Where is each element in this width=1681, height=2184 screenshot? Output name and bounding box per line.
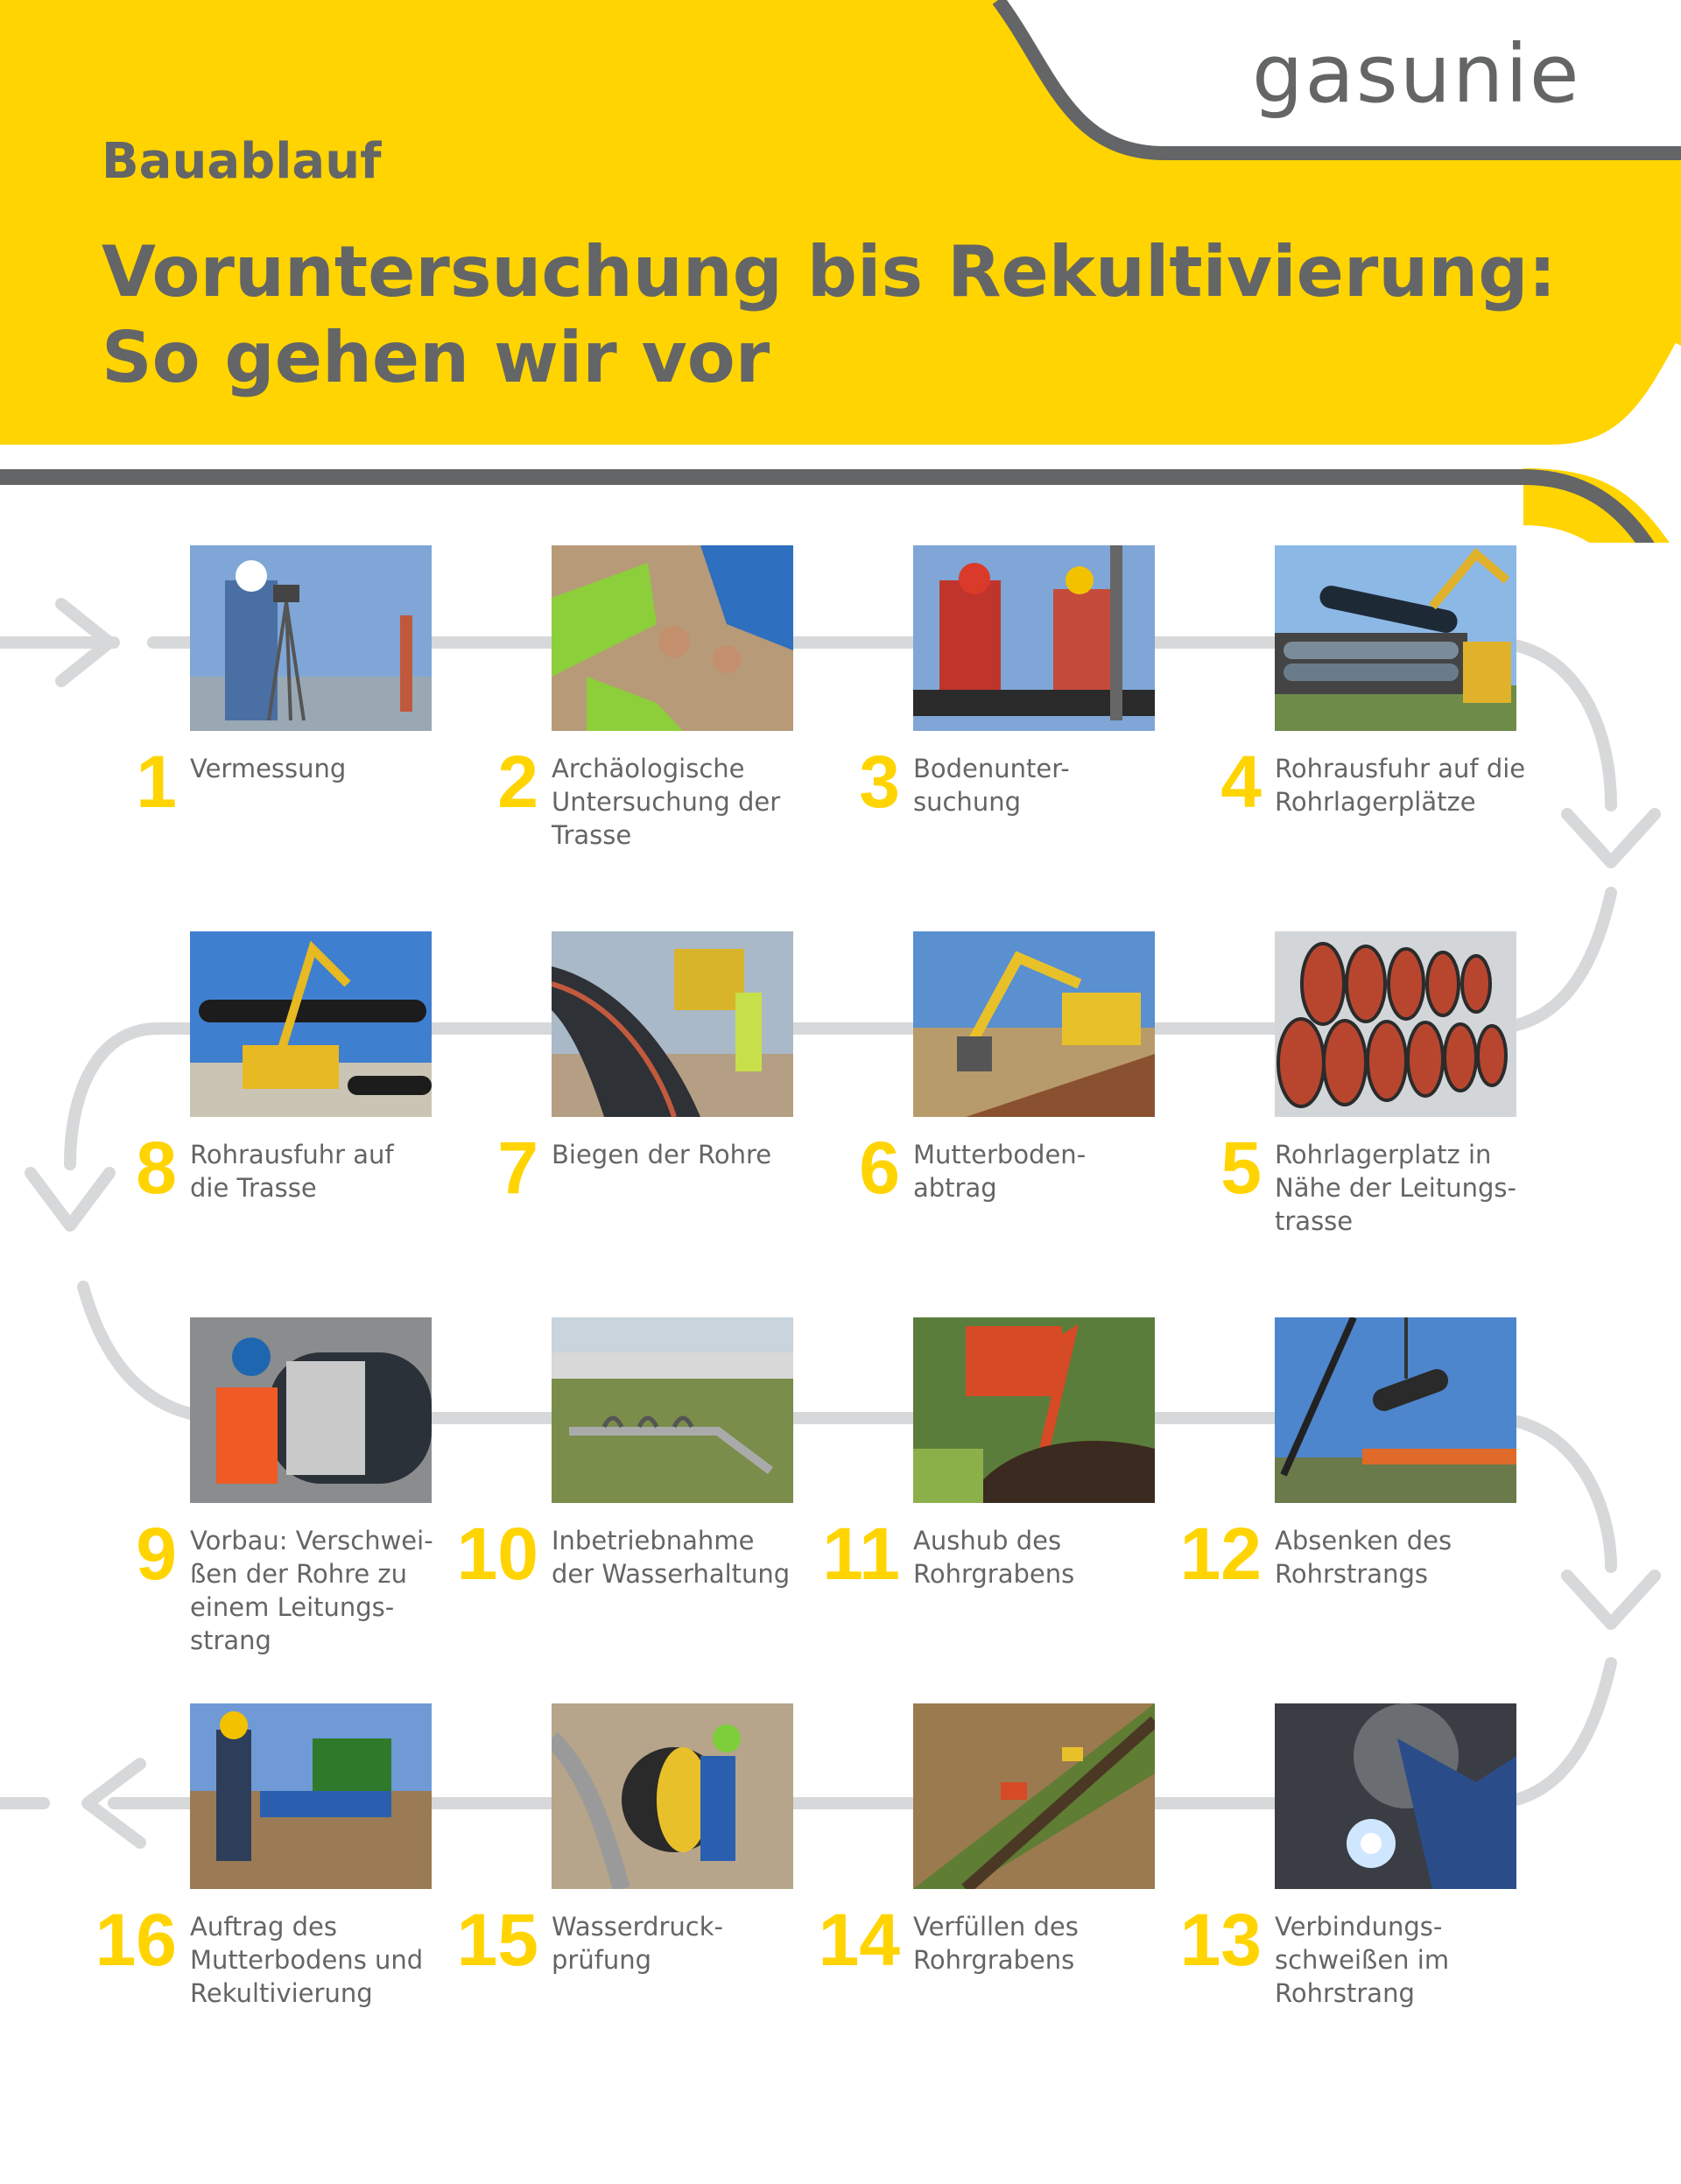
step-label: Biegen der Rohre — [552, 1140, 772, 1169]
photo-vorbau — [190, 1317, 432, 1503]
page-title — [102, 229, 1590, 401]
photo-verbindungsschweissen — [1275, 1703, 1516, 1889]
step-label: Aushub des Rohrgrabens — [913, 1526, 1075, 1589]
step-label: Rohrlagerplatz in Nähe der Leitungs- trasse — [1275, 1140, 1516, 1236]
step-number: 3 — [859, 741, 900, 823]
step-number: 16 — [95, 1899, 177, 1981]
step-label: Vorbau: Verschwei- ßen der Rohre zu einem Leitungs- strang — [190, 1526, 433, 1655]
photo-bodenuntersuchung — [913, 545, 1155, 731]
step-label: Absenken des Rohrstrangs — [1275, 1526, 1452, 1589]
page-title-line-1: Voruntersuchung bis Rekultivierung: — [102, 231, 1557, 313]
step-number: 10 — [456, 1513, 538, 1595]
step-number: 15 — [456, 1899, 538, 1981]
photo-wasserhaltung — [552, 1317, 793, 1503]
step-number: 12 — [1179, 1513, 1262, 1595]
step-number: 13 — [1179, 1899, 1262, 1981]
gasunie-logo: gasunie — [1252, 27, 1581, 121]
photo-rekultivierung — [190, 1703, 432, 1889]
photo-aushub — [913, 1317, 1155, 1503]
step-number: 1 — [136, 741, 177, 823]
step-label: Bodenunter- suchung — [913, 754, 1070, 817]
photo-vermessung — [190, 545, 432, 731]
step-label: Verbindungs- schweißen im Rohrstrang — [1275, 1912, 1450, 2008]
step-number: 7 — [497, 1127, 538, 1209]
step-number: 14 — [818, 1899, 900, 1981]
step-label: Verfüllen des Rohrgrabens — [913, 1912, 1079, 1975]
photo-rohrausfuhr-lager — [1275, 545, 1516, 731]
photo-archaeologie — [552, 545, 793, 731]
photo-biegen — [552, 931, 793, 1117]
photo-mutterboden — [913, 931, 1155, 1117]
step-number: 8 — [136, 1127, 177, 1209]
step-number: 6 — [859, 1127, 900, 1209]
step-label: Mutterboden- abtrag — [913, 1140, 1087, 1203]
step-number: 4 — [1220, 741, 1262, 823]
photo-rohrausfuhr-trasse — [190, 931, 432, 1117]
kicker: Bauablauf — [102, 133, 382, 190]
step-number: 2 — [497, 741, 538, 823]
photo-rohrlagerplatz — [1275, 931, 1516, 1117]
step-number: 9 — [136, 1513, 177, 1595]
page-title-line-2: So gehen wir vor — [102, 317, 770, 398]
photo-absenken — [1275, 1317, 1516, 1503]
step-label: Wasserdruck- prüfung — [552, 1912, 723, 1975]
step-label: Archäologische Untersuchung der Trasse — [552, 754, 781, 850]
step-label: Vermessung — [190, 754, 347, 783]
photo-wasserdruckpruefung — [552, 1703, 793, 1889]
step-number: 11 — [822, 1513, 900, 1595]
step-label: Rohrausfuhr auf die Rohrlagerplätze — [1275, 754, 1526, 817]
step-label: Inbetriebnahme der Wasserhaltung — [552, 1526, 791, 1589]
step-number: 5 — [1220, 1127, 1262, 1209]
photo-verfuellen — [913, 1703, 1155, 1889]
step-label: Auftrag des Mutterbodens und Rekultivierung — [190, 1912, 424, 2008]
step-label: Rohrausfuhr auf die Trasse — [190, 1140, 394, 1203]
